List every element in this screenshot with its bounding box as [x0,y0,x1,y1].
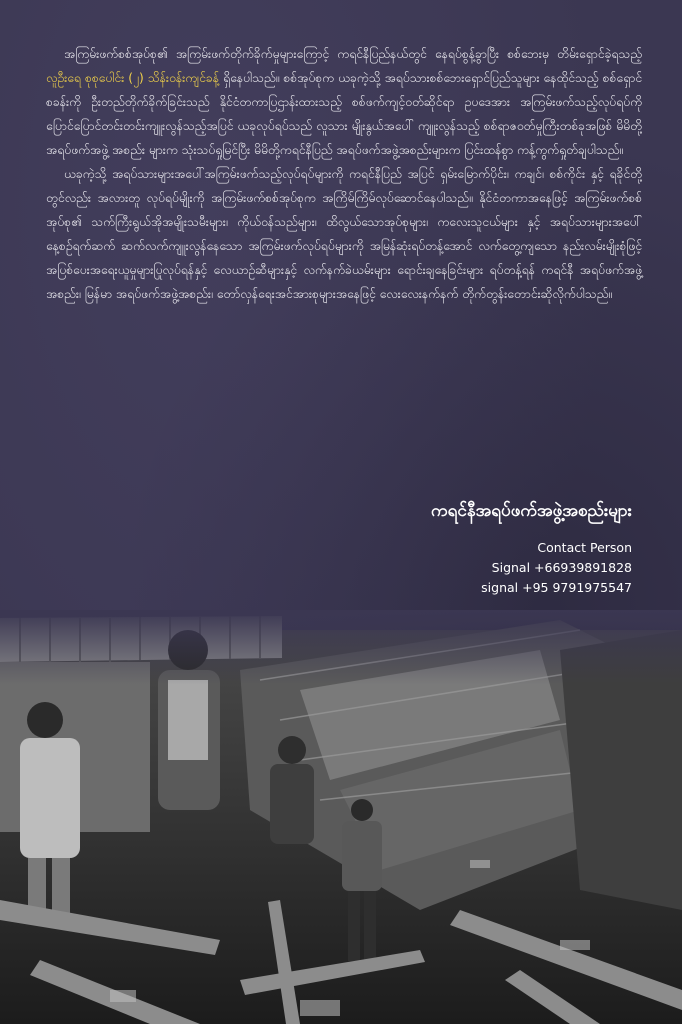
displaced-population-highlight: လူဦးရေ စုစုပေါင်း (၂) သိန်းဝန်းကျင်ခန့် [46,71,220,85]
contact-title: Contact Person [537,540,632,555]
paragraph-2: ယခုကဲ့သို့ အရပ်သားများအပေါ်အကြမ်းဖက်သည့်လုပ်ရပ်များကို ကရင်နီပြည် အပြင် ရှမ်းမြောက်ပိုင်း၊ ကချင်၊ စစ်ကိုင်း နှင့် ရခိုင်တို့တွင်လည်း အလားတူ လုပ်ရပ်မျိုးကို အကြမ်းဖက်စစ်အုပ်စုက အကြိမ်ကြိမ်လုပ်ဆောင်နေပါသည်။ နိုင်ငံတကာအနေဖြင့် အကြမ်းဖက်စစ်အုပ်စု၏ သက်ကြီးရွယ်အိုအမျိုးသမီးများ၊ ကိုယ်ဝန်သည်များ၊ ထိလွယ်သောအုပ်စုများ၊ ကလေးသူငယ်များ နှင့် အရပ်သားများအပေါ် နေ့စဉ်ရက်ဆက် ဆက်လက်ကျူးလွန်နေသော အကြမ်းဖက်လုပ်ရပ်များကို အမြန်ဆုံးရပ်တန့်အောင် လက်တွေ့ကျသော နည်းလမ်းမျိုးစုံဖြင့် အပြစ်ပေးအရေးယူမှုများပြုလုပ်ရန်နှင့် လေယာဉ်ဆီများနှင့် လက်နက်ခဲယမ်းများ ရောင်းချနေခြင်းများ ရပ်တန့်ရန် ကရင်နီ အရပ်ဖက်အဖွဲ့အစည်း၊ မြန်မာ အရပ်ဖက်အဖွဲ့အစည်း၊ တော်လှန်ရေးအင်အားစုများအနေဖြင့် လေးလေးနက်နက် တိုက်တွန်းတောင်းဆိုလိုက်ပါသည်။ [46,167,642,301]
destroyed-houses-photo [0,610,682,1024]
paragraph-1 [46,42,642,162]
statement-body [46,42,642,306]
contact-signal-2: signal +95 9791975547 [481,580,632,595]
organization-name: ကရင်နီအရပ်ဖက်အဖွဲ့အစည်းများ [431,501,632,521]
paragraph-1-end: ရှိနေပါသည်။ စစ်အုပ်စုက ယခုကဲ့သို့ အရပ်သားစစ်ဘေးရှောင်ပြည်သူများ နေထိုင်သည့် စစ်ရှောင်စခန်းကို ဦးတည်တိုက်ခိုက်ခြင်းသည် နိုင်ငံတကာပြဌာန်းထားသည့် စစ်ဖက်ကျင့်ဝတ်ဆိုင်ရာ ဥပဒေအား အကြမ်းဖက်သည့်လုပ်ရပ်ကို ပြောင်ပြောင်တင်းတင်းကျူးလွန်သည့်အပြင် ယခုလုပ်ရပ်သည် လူသား မျိုးနွယ်အပေါ် ကျူးလွန်သည့် စစ်ရာဇဝတ်မှုကြီးတစ်ခုအဖြစ် မိမိတို့ အရပ်ဖက်အဖွဲ့ အစည်း များက သုံးသပ်ရှုမြင်ပြီး မိမိတို့ကရင်နီပြည် အရပ်ဖက်အဖွဲ့အစည်းများက ပြင်းထန်စွာ ကန့်ကွက်ရှုတ်ချပါသည်။ [46,71,642,157]
contact-block [481,538,632,598]
photo-illustration [0,610,682,1024]
contact-signal-1: Signal +66939891828 [491,560,632,575]
paragraph-1-start: အကြမ်းဖက်စစ်အုပ်စု၏ အကြမ်းဖက်တိုက်ခိုက်မှုများကြောင့် ကရင်နီပြည်နယ်တွင် နေရပ်စွန့်ခွာပြီး စစ်ဘေးမှ တိမ်းရှောင်ခဲ့ရသည့် [64,47,642,61]
